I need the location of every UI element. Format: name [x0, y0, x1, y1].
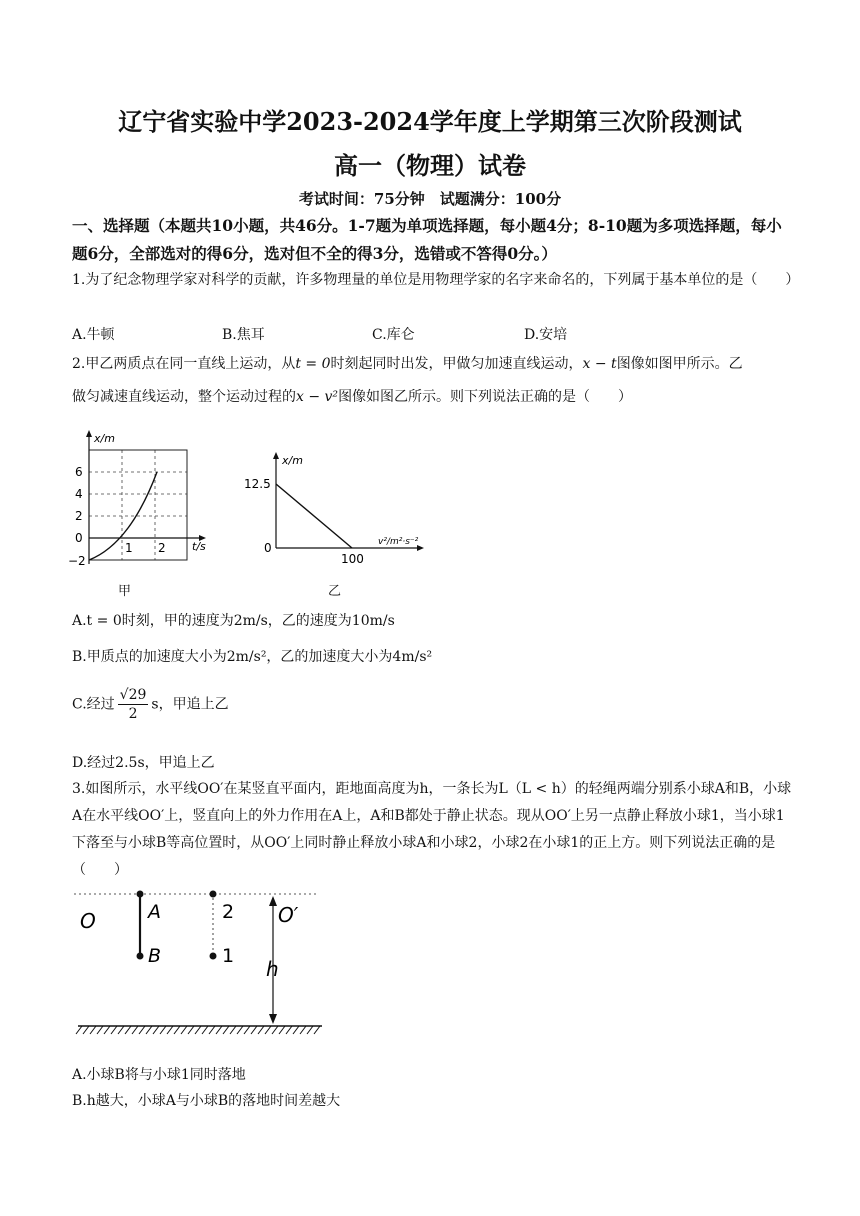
ground-hatch [258, 1026, 264, 1034]
ground-hatch [125, 1026, 131, 1034]
ground-hatch [90, 1026, 96, 1034]
q3-label-a: A [148, 901, 161, 923]
q3-option-b: B.h越大，小球A与小球B的落地时间差越大 [72, 1093, 341, 1109]
q2-option-c: C.经过 $\frac{√29}{2}$ s，甲追上乙 [72, 687, 229, 722]
ground-hatch [160, 1026, 166, 1034]
fig-yi-caption: 乙 [328, 584, 342, 599]
exam-title: 辽宁省实验中学2023-2024学年度上学期第三次阶段测试 [118, 107, 742, 136]
ground-hatch [167, 1026, 173, 1034]
figure-q3 [70, 884, 330, 1044]
q1-option-c: C.库仑 [372, 327, 415, 343]
fig-yi-x-tick: 100 [341, 552, 364, 566]
q3-option-a: A.小球B将与小球1同时落地 [72, 1067, 246, 1083]
ground-hatch [216, 1026, 222, 1034]
q1-option-a: A.牛顿 [72, 327, 115, 343]
fig-jia-y-tick-neg2: −2 [68, 554, 86, 568]
fig-jia-y-tick-4: 4 [75, 487, 83, 501]
fig-jia-x-tick-2: 2 [158, 541, 166, 555]
fig-jia-y-tick-0: 0 [75, 531, 83, 545]
ground-hatch [286, 1026, 292, 1034]
ground-hatch [244, 1026, 250, 1034]
q3-label-o: O [80, 909, 96, 933]
q3-label-h: h [266, 957, 279, 981]
figure-yi [240, 448, 430, 568]
ground-hatch [251, 1026, 257, 1034]
figure-jia [60, 424, 210, 574]
ground-hatch [83, 1026, 89, 1034]
ground-hatch [181, 1026, 187, 1034]
exam-subtitle: 高一（物理）试卷 [334, 151, 526, 180]
q2-option-a: A.t = 0时刻，甲的速度为2m/s，乙的速度为10m/s [72, 613, 395, 629]
ground-hatch [293, 1026, 299, 1034]
ground-hatch [230, 1026, 236, 1034]
fig-jia-y-tick-6: 6 [75, 465, 83, 479]
q2-option-d: D.经过2.5s，甲追上乙 [72, 755, 215, 771]
exam-info: 考试时间：75分钟 试题满分：100分 [298, 190, 562, 208]
ground-hatch [132, 1026, 138, 1034]
q2-option-b: B.甲质点的加速度大小为2m/s²，乙的加速度大小为4m/s² [72, 649, 433, 665]
fig-jia-y-label: x/m [94, 432, 115, 445]
fig-jia-caption: 甲 [118, 584, 132, 599]
ground-hatch [146, 1026, 152, 1034]
q1-option-b: B.焦耳 [222, 327, 265, 343]
question-1-text: 1.为了纪念物理学家对科学的贡献，许多物理量的单位是用物理学家的名字来命名的，下列属于基本单位的是（ ） [72, 272, 800, 288]
ground-hatch [314, 1026, 320, 1034]
ground-hatch [118, 1026, 124, 1034]
q3-label-1: 1 [222, 945, 235, 967]
ground-hatch [223, 1026, 229, 1034]
ground-hatch [300, 1026, 306, 1034]
question-2-line-2: 做匀减速直线运动，整个运动过程的x − v²图像如图乙所示。则下列说法正确的是（ ） [72, 389, 633, 405]
section-heading: 一、选择题（本题共10小题，共46分。1-7题为单项选择题，每小题4分；8-10题为多项选择题，每小题6分，全部选对的得6分，选对但不全的得3分，选错或不答得0分。） [72, 216, 782, 263]
fig-yi-origin: 0 [264, 541, 272, 555]
ground-hatch [307, 1026, 313, 1034]
question-3-text: 3.如图所示，水平线OO′在某竖直平面内，距地面高度为h，一条长为L（L < h）的轻绳两端分别系小球A和B，小球A在水平线OO′上，竖直向上的外力作用在A上，A和B都处于静止状态。现从OO′上另一点静止释放小球1，当小球1下落至与小球B等高位置时，从OO′上同时静止释放小球A和小球2，小球2在小球1的正上方。则下列说法正确的是（ ） [72, 781, 792, 878]
ground-hatch [265, 1026, 271, 1034]
fig-yi-x-label: v²/m²·s⁻² [378, 537, 419, 547]
ground-hatch [279, 1026, 285, 1034]
ground-hatch [272, 1026, 278, 1034]
q2-option-c-fraction: $\frac{√29}{2}$ [119, 687, 147, 722]
fig-yi-y-tick: 12.5 [244, 477, 271, 491]
ground-hatch [209, 1026, 215, 1034]
ground-hatch [188, 1026, 194, 1034]
fig-jia-x-label: t/s [192, 540, 206, 553]
ground-hatch [139, 1026, 145, 1034]
q1-option-d: D.安培 [524, 327, 568, 343]
ground-hatch [104, 1026, 110, 1034]
ground-hatch [153, 1026, 159, 1034]
ground-hatch [202, 1026, 208, 1034]
fig-yi-y-label: x/m [282, 454, 303, 467]
q3-label-o-prime: O′ [278, 903, 299, 927]
ground-hatch [195, 1026, 201, 1034]
ground-hatch [111, 1026, 117, 1034]
q3-label-2: 2 [222, 901, 235, 923]
q3-label-b: B [148, 945, 162, 967]
ground-hatch [237, 1026, 243, 1034]
ground-hatch [76, 1026, 82, 1034]
ground-hatch [174, 1026, 180, 1034]
ground-hatch [97, 1026, 103, 1034]
fig-jia-x-tick-1: 1 [125, 541, 133, 555]
fig-jia-y-tick-2: 2 [75, 509, 83, 523]
question-2-line-1: 2.甲乙两质点在同一直线上运动，从t = 0时刻起同时出发，甲做匀加速直线运动，x − t图像如图甲所示。乙 [72, 356, 743, 372]
